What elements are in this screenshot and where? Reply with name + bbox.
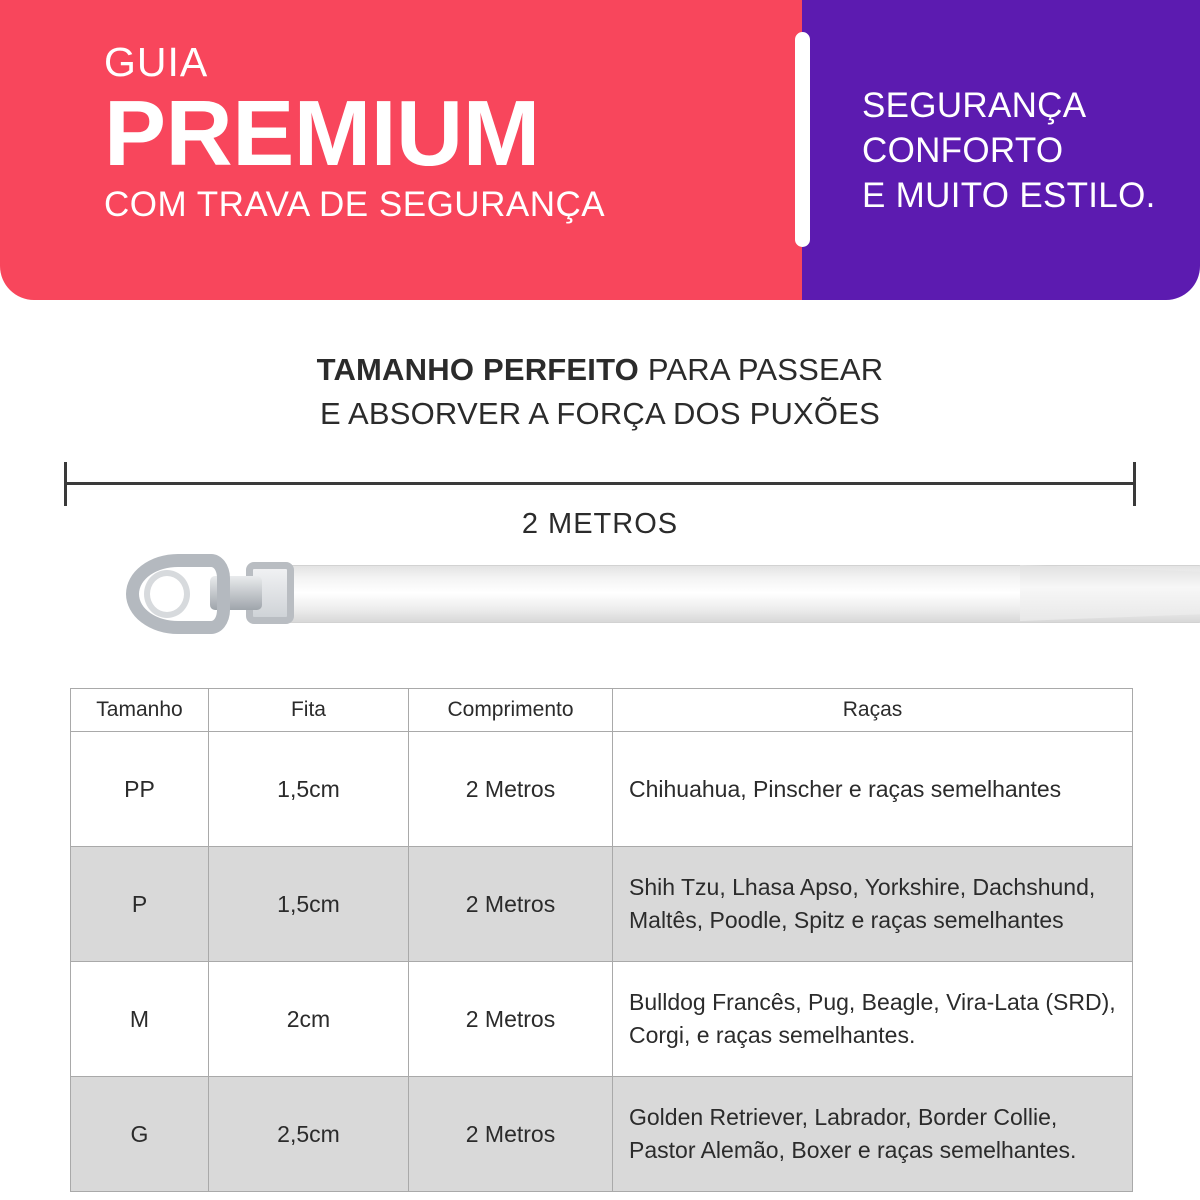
leash-snap-hook-inner-icon — [144, 570, 190, 618]
cell-breeds: Bulldog Francês, Pug, Beagle, Vira-Lata (SRD), Corgi, e raças semelhantes. — [613, 962, 1133, 1077]
size-table-head — [71, 689, 1133, 732]
banner-right-line-3: E MUITO ESTILO. — [862, 175, 1156, 215]
banner-divider — [795, 32, 810, 247]
section-title-line-2: E ABSORVER A FORÇA DOS PUXÕES — [320, 396, 880, 432]
table-header-fita: Fita — [209, 689, 409, 732]
cell-size: G — [71, 1077, 209, 1192]
size-table — [70, 688, 1133, 1192]
cell-tape: 1,5cm — [209, 847, 409, 962]
table-row — [71, 732, 1133, 847]
cell-size: P — [71, 847, 209, 962]
banner-right-line-1: SEGURANÇA — [862, 86, 1087, 125]
banner-right-text-block — [862, 84, 1156, 218]
table-header-comprimento: Comprimento — [409, 689, 613, 732]
size-table-wrapper — [70, 688, 1132, 1192]
cell-length: 2 Metros — [409, 962, 613, 1077]
header-banner — [0, 0, 1200, 300]
measure-line — [64, 482, 1136, 485]
leash-product-image — [60, 540, 1150, 650]
table-header-row — [71, 689, 1133, 732]
leash-strap-taper — [1020, 565, 1200, 621]
cell-tape: 1,5cm — [209, 732, 409, 847]
section-title — [0, 348, 1200, 436]
cell-length: 2 Metros — [409, 1077, 613, 1192]
section-title-rest: PARA PASSEAR — [639, 352, 884, 387]
cell-length: 2 Metros — [409, 732, 613, 847]
cell-tape: 2cm — [209, 962, 409, 1077]
section-title-line-1 — [0, 348, 1200, 392]
table-header-tamanho: Tamanho — [71, 689, 209, 732]
table-row — [71, 1077, 1133, 1192]
cell-size: M — [71, 962, 209, 1077]
cell-breeds: Chihuahua, Pinscher e raças semelhantes — [613, 732, 1133, 847]
cell-length: 2 Metros — [409, 847, 613, 962]
table-header-racas: Raças — [613, 689, 1133, 732]
cell-tape: 2,5cm — [209, 1077, 409, 1192]
cell-size: PP — [71, 732, 209, 847]
banner-right-line-2: CONFORTO — [862, 130, 1064, 170]
cell-breeds: Golden Retriever, Labrador, Border Collie, Pastor Alemão, Boxer e raças semelhantes. — [613, 1077, 1133, 1192]
banner-left-text-block — [104, 39, 606, 225]
cell-breeds: Shih Tzu, Lhasa Apso, Yorkshire, Dachshund, Maltês, Poodle, Spitz e raças semelhantes — [613, 847, 1133, 962]
size-table-body — [71, 732, 1133, 1192]
measure-cap-right — [1133, 462, 1136, 506]
banner-kicker: GUIA — [104, 39, 209, 85]
table-row — [71, 962, 1133, 1077]
table-row — [71, 847, 1133, 962]
banner-headline: PREMIUM — [104, 81, 540, 185]
measure-label: 2 METROS — [521, 508, 679, 540]
banner-subline: COM TRAVA DE SEGURANÇA — [104, 185, 606, 225]
measurement-bar — [64, 462, 1136, 508]
section-title-emphasis: TAMANHO PERFEITO — [316, 352, 639, 387]
